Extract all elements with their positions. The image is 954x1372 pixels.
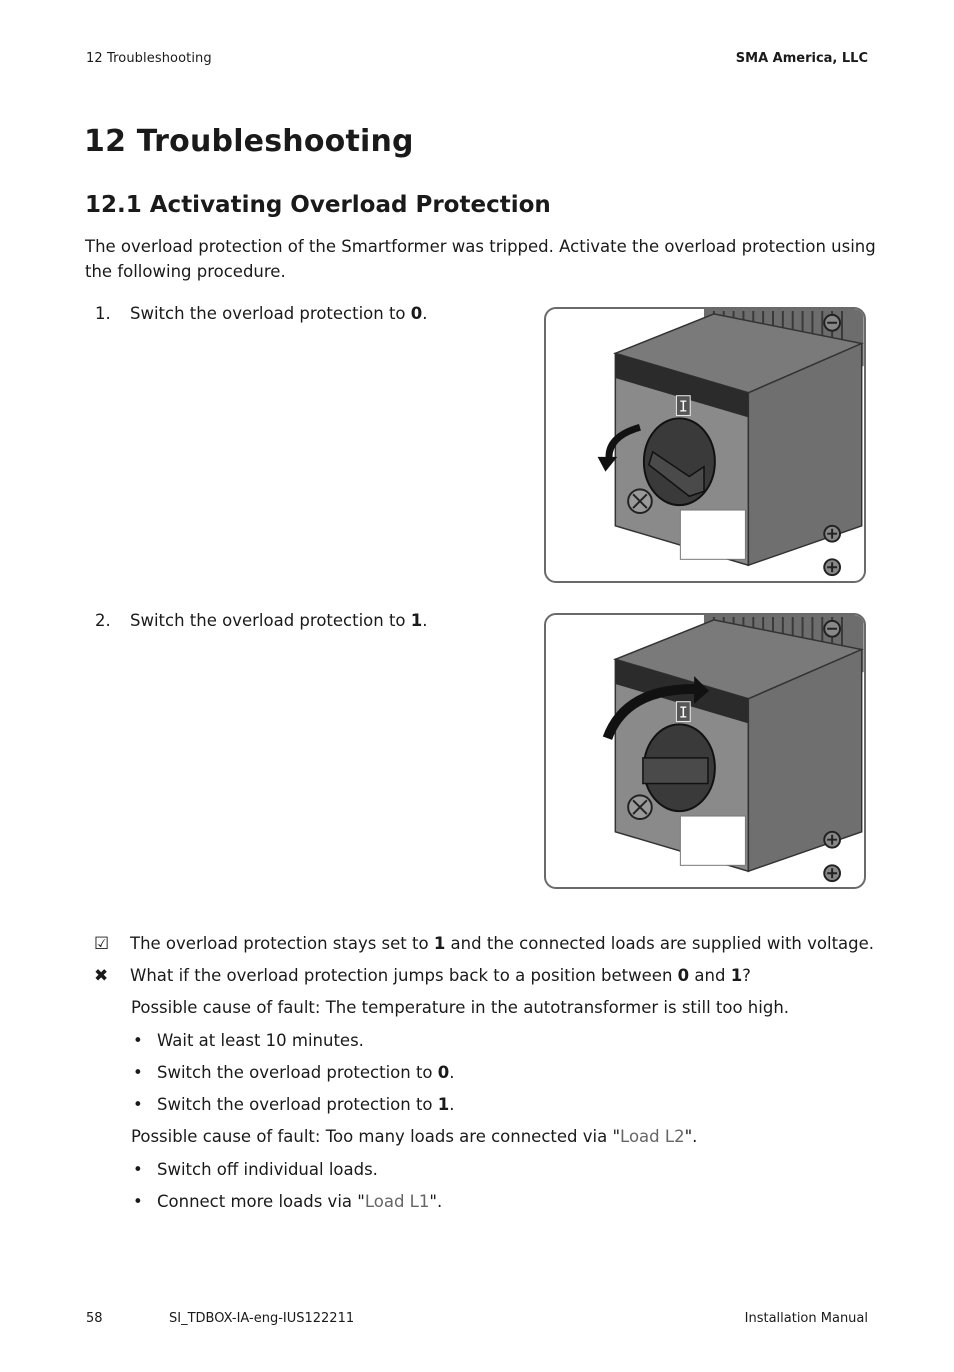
fault-cause-1: Possible cause of fault: The temperature in the autotransformer is still too high. [131, 998, 790, 1017]
svg-text:I: I [678, 704, 688, 722]
switch-to-1-illustration [544, 613, 866, 889]
load-l2-reference: Load L2 [620, 1127, 685, 1146]
bullet-dot: • [133, 1031, 143, 1050]
step-text: Switch the overload protection to [130, 611, 411, 630]
bullet-dot: • [133, 1063, 143, 1082]
list-item: • Switch the overload protection to 1. [133, 1095, 455, 1114]
step-value: 0 [410, 304, 423, 323]
bullet-dot: • [133, 1095, 143, 1114]
step-2: 2. Switch the overload protection to 1. [95, 611, 428, 630]
step-1: 1. Switch the overload protection to 0. [95, 304, 428, 323]
list-item: • Wait at least 10 minutes. [133, 1031, 364, 1050]
fault-cause-2: Possible cause of fault: Too many loads are connected via "Load L2". [131, 1127, 698, 1146]
step-text: Switch the overload protection to [130, 304, 411, 323]
section-intro: The overload protection of the Smartformer was tripped. Activate the overload protection using the following procedure. [85, 237, 876, 281]
document-type: Installation Manual [744, 1311, 868, 1326]
cross-icon: ✖ [94, 966, 109, 986]
chapter-title: 12 Troubleshooting [84, 124, 414, 159]
document-id: SI_TDBOX-IA-eng-IUS122211 [169, 1311, 355, 1326]
page-number: 58 [86, 1311, 103, 1326]
result-ok: ☑ The overload protection stays set to 1 and the connected loads are supplied with voltage. [85, 933, 874, 955]
list-item: • Switch off individual loads. [133, 1160, 378, 1179]
list-item: • Connect more loads via "Load L1". [133, 1192, 443, 1211]
step-value: 1 [410, 611, 423, 630]
running-header-chapter: 12 Troubleshooting [86, 51, 212, 66]
bullet-dot: • [133, 1160, 143, 1179]
section-title: 12.1 Activating Overload Protection [85, 192, 551, 218]
running-header-company: SMA America, LLC [735, 51, 868, 66]
step-number: 2. [95, 611, 111, 630]
svg-text:I: I [678, 398, 688, 416]
checkbox-check-icon: ☑ [94, 934, 110, 954]
result-fault: ✖ What if the overload protection jumps back to a position between 0 and 1? [85, 965, 751, 987]
load-l1-reference: Load L1 [364, 1192, 430, 1211]
step-number: 1. [95, 304, 111, 323]
list-item: • Switch the overload protection to 0. [133, 1063, 455, 1082]
bullet-dot: • [133, 1192, 143, 1211]
switch-to-0-illustration [544, 307, 866, 583]
